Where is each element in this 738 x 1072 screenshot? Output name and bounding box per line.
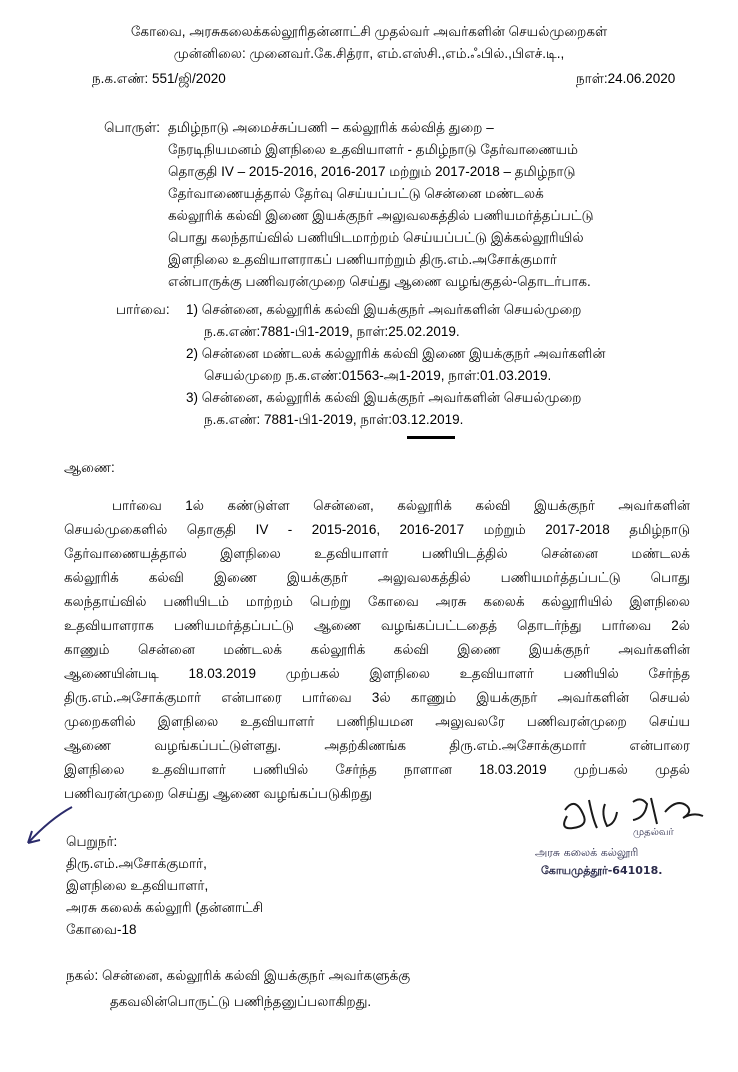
recipient-line: கோவை-18: [66, 922, 137, 937]
seal-title: முதல்வர்: [633, 827, 674, 838]
body-line: கலந்தாய்வில் பணியிடம் மாற்றம் பெற்று கோவை அரசு கலைக் கல்லூரியில் இளநிலை: [64, 594, 690, 609]
subject-line: தேர்வாணையத்தால் தேர்வு செய்யப்பட்டு சென்னை மண்டலக்: [168, 186, 544, 201]
recipient-label: பெறுநர்:: [66, 834, 118, 849]
subject-line: என்பாருக்கு பணிவரன்முறை செய்து ஆணை வழங்குதல்-தொடர்பாக.: [168, 274, 591, 289]
seal-location: கோயமுத்தூர்-641018.: [541, 864, 663, 877]
body-line: காணும் சென்னை மண்டலக் கல்லூரிக் கல்வி இணை இயக்குநர் அவர்களின்: [64, 642, 690, 657]
body-line: தேர்வாணையத்தால் இளநிலை உதவியாளர் பணியிடத்தில் சென்னை மண்டலக்: [64, 546, 690, 561]
subject-line: பொது கலந்தாய்வில் பணியிடமாற்றம் செய்யப்பட்டு இக்கல்லூரியில்: [168, 230, 584, 245]
reference-item: 3) சென்னை, கல்லூரிக் கல்வி இயக்குநர் அவர்களின் செயல்முறை: [186, 390, 582, 405]
body-line: ஆணையின்படி 18.03.2019 முற்பகல் இளநிலை உதவியாளர் பணியில் சேர்ந்த: [64, 666, 690, 681]
seal-institution: அரசு கலைக் கல்லூரி: [535, 846, 639, 859]
reference-item: 2) சென்னை மண்டலக் கல்லூரிக் கல்வி இணை இயக்குநர் அவர்களின்: [186, 346, 606, 361]
body-line: பார்வை 1ல் கண்டுள்ள சென்னை, கல்லூரிக் கல்வி இயக்குநர் அவர்களின்: [112, 498, 690, 513]
reference-item-detail: செயல்முறை ந.க.எண்:01563-அ1-2019, நாள்:01.03.2019.: [204, 368, 552, 383]
body-line: பணிவரன்முறை செய்து ஆணை வழங்கப்படுகிறது: [64, 786, 372, 801]
recipient-line: அரசு கலைக் கல்லூரி (தன்னாட்சி: [66, 900, 264, 915]
subject-line: கல்லூரிக் கல்வி இணை இயக்குநர் அலுவலகத்தில் பணியமர்த்தப்பட்டு: [168, 208, 594, 223]
body-line: இளநிலை உதவியாளர் பணியில் சேர்ந்த நாளான 18.03.2019 முற்பகல் முதல்: [64, 762, 690, 777]
separator-line: [407, 436, 455, 439]
body-line: செயல்முகைளில் தொகுதி IV - 2015-2016, 2016-2017 மற்றும் 2017-2018 தமிழ்நாடு: [64, 522, 690, 537]
reference-item-detail: ந.க.எண்: 7881-பி1-2019, நாள்:03.12.2019.: [204, 412, 464, 427]
recipient-line: இளநிலை உதவியாளர்,: [66, 878, 209, 893]
header-title: கோவை, அரசுகலைக்கல்லூரிதன்னாட்சி முதல்வர் அவர்களின் செயல்முறைகள்: [130, 24, 608, 39]
references-label: பார்வை:: [116, 302, 170, 317]
subject-line: நேரடிநியமனம் இளநிலை உதவியாளர் - தமிழ்நாடு தேர்வாணையம்: [168, 142, 579, 157]
header-presence: முன்னிலை: முனைவர்.கே.சித்ரா, எம்.எஸ்சி.,எம்.ஃபில்.,பிஎச்.டி.,: [173, 46, 565, 61]
subject-line: தொகுதி IV – 2015-2016, 2016-2017 மற்றும் 2017-2018 – தமிழ்நாடு: [168, 164, 576, 179]
body-line: முறைகளில் இளநிலை உதவியாளர் பணிநியமன அலுவலரே பணிவரன்முறை செய்ய: [64, 714, 690, 729]
subject-line: இளநிலை உதவியாளராகப் பணியாற்றும் திரு.எம்.அசோக்குமார்: [168, 252, 557, 267]
body-line: உதவியாளராக பணியமர்த்தப்பட்டு ஆணை வழங்கப்பட்டதைத் தொடர்ந்து பார்வை 2ல்: [64, 618, 690, 633]
order-label: ஆணை:: [64, 460, 115, 475]
body-line: திரு.எம்.அசோக்குமார் என்பாரை பார்வை 3ல் காணும் இயக்குநர் அவர்களின் செயல்: [64, 690, 690, 705]
document-date: நாள்:24.06.2020: [576, 71, 676, 86]
reference-number: ந.க.எண்: 551/ஜி/2020: [92, 71, 226, 86]
subject-label: பொருள்:: [104, 120, 161, 135]
subject-line: தமிழ்நாடு அமைச்சுப்பணி – கல்லூரிக் கல்வித் துறை –: [168, 120, 494, 135]
signature-icon: [505, 790, 725, 880]
recipient-line: திரு.எம்.அசோக்குமார்,: [66, 856, 207, 871]
copy-line: தகவலின்பொருட்டு பணிந்தனுப்பலாகிறது.: [110, 994, 372, 1009]
body-line: கல்லூரிக் கல்வி இணை இயக்குநர் அலுவலகத்தில் பணியமர்த்தப்பட்டு பொது: [64, 570, 690, 585]
reference-item: 1) சென்னை, கல்லூரிக் கல்வி இயக்குநர் அவர்களின் செயல்முறை: [186, 302, 582, 317]
body-line: ஆணை வழங்கப்பட்டுள்ளது. அதற்கிணங்க திரு.எம்.அசோக்குமார் என்பாரை: [64, 738, 690, 753]
reference-item-detail: ந.க.எண்:7881-பி1-2019, நாள்:25.02.2019.: [204, 324, 460, 339]
principal-signature-seal: [505, 790, 725, 880]
copy-line: நகல்: சென்னை, கல்லூரிக் கல்வி இயக்குநர் அவர்களுக்கு: [66, 968, 411, 983]
